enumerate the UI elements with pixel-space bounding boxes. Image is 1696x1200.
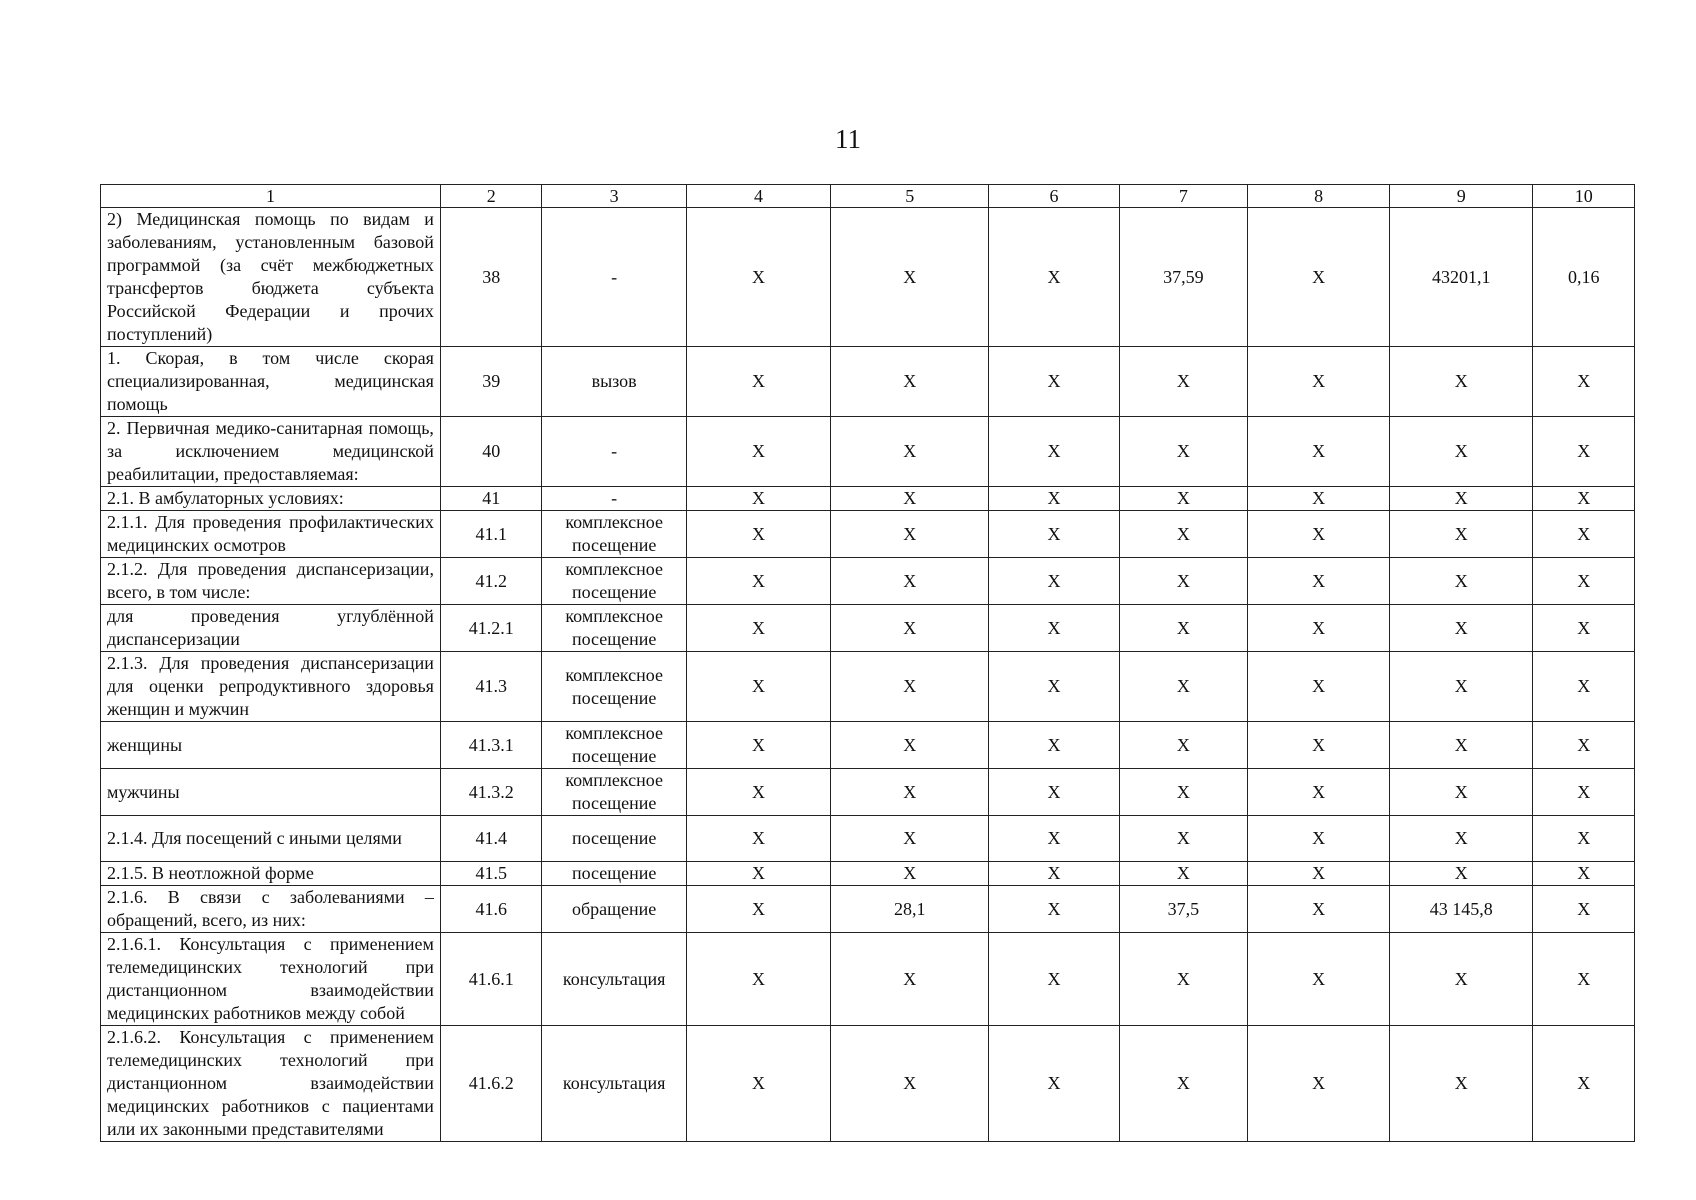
cell-value: Х [1119, 862, 1247, 886]
cell-value: Х [989, 417, 1119, 487]
cell-value: Х [831, 652, 989, 722]
table-row [101, 417, 1635, 487]
column-header: 3 [542, 185, 686, 208]
row-label: 1. Скорая, в том числе скорая специализированная, медицинская помощь [101, 347, 441, 417]
row-unit: комплексное посещение [542, 558, 686, 605]
cell-value: Х [989, 208, 1119, 347]
cell-value: Х [989, 652, 1119, 722]
cell-value: Х [1119, 558, 1247, 605]
table-row [101, 511, 1635, 558]
row-label: 2.1.2. Для проведения диспансеризации, всего, в том числе: [101, 558, 441, 605]
row-unit: посещение [542, 862, 686, 886]
row-code: 41.3 [440, 652, 542, 722]
cell-value: Х [831, 722, 989, 769]
cell-value: 28,1 [831, 886, 989, 933]
row-unit: комплексное посещение [542, 605, 686, 652]
cell-value: Х [1247, 862, 1389, 886]
cell-value: Х [1119, 417, 1247, 487]
cell-value: Х [686, 487, 830, 511]
cell-value: Х [989, 511, 1119, 558]
cell-value: Х [1390, 511, 1533, 558]
row-unit: комплексное посещение [542, 652, 686, 722]
row-label: 2.1.6. В связи с заболеваниями – обращений, всего, из них: [101, 886, 441, 933]
row-label: 2.1.6.2. Консультация с применением телемедицинских технологий при дистанционном взаимодействии медицинских работников с пациентами или их законными представителями [101, 1026, 441, 1142]
column-header: 5 [831, 185, 989, 208]
row-code: 41.3.2 [440, 769, 542, 816]
cell-value: Х [1390, 347, 1533, 417]
cell-value: Х [831, 933, 989, 1026]
column-header: 1 [101, 185, 441, 208]
cell-value: Х [686, 722, 830, 769]
data-table [100, 184, 1635, 1142]
cell-value: Х [989, 862, 1119, 886]
cell-value: Х [989, 722, 1119, 769]
cell-value: 37,5 [1119, 886, 1247, 933]
row-label: 2.1. В амбулаторных условиях: [101, 487, 441, 511]
cell-value: Х [1247, 605, 1389, 652]
cell-value: Х [1247, 208, 1389, 347]
cell-value: Х [831, 487, 989, 511]
cell-value: Х [831, 347, 989, 417]
row-label: 2.1.4. Для посещений с иными целями [101, 816, 441, 862]
cell-value: Х [1390, 487, 1533, 511]
cell-value: Х [989, 1026, 1119, 1142]
row-code: 40 [440, 417, 542, 487]
cell-value: Х [1390, 722, 1533, 769]
cell-value: Х [1390, 605, 1533, 652]
cell-value: Х [686, 886, 830, 933]
cell-value: Х [1390, 1026, 1533, 1142]
row-code: 39 [440, 347, 542, 417]
cell-value: Х [989, 816, 1119, 862]
table-row [101, 605, 1635, 652]
cell-value: Х [831, 511, 989, 558]
cell-value: Х [1119, 487, 1247, 511]
cell-value: Х [1533, 652, 1635, 722]
cell-value: Х [1119, 722, 1247, 769]
cell-value: Х [1247, 347, 1389, 417]
cell-value: Х [1119, 347, 1247, 417]
cell-value: Х [1533, 347, 1635, 417]
cell-value: Х [1247, 417, 1389, 487]
cell-value: Х [1533, 769, 1635, 816]
cell-value: Х [831, 605, 989, 652]
column-header: 8 [1247, 185, 1389, 208]
row-unit: консультация [542, 1026, 686, 1142]
cell-value: Х [1390, 862, 1533, 886]
column-header: 9 [1390, 185, 1533, 208]
row-label: 2.1.3. Для проведения диспансеризации для оценки репродуктивного здоровья женщин и мужчин [101, 652, 441, 722]
cell-value: Х [686, 1026, 830, 1142]
cell-value: Х [1247, 652, 1389, 722]
row-label: 2.1.6.1. Консультация с применением телемедицинских технологий при дистанционном взаимодействии медицинских работников между собой [101, 933, 441, 1026]
cell-value: Х [1390, 769, 1533, 816]
cell-value: Х [1390, 933, 1533, 1026]
cell-value: Х [1119, 933, 1247, 1026]
cell-value: 43 145,8 [1390, 886, 1533, 933]
row-label: 2.1.1. Для проведения профилактических медицинских осмотров [101, 511, 441, 558]
cell-value: Х [831, 862, 989, 886]
cell-value: Х [1247, 769, 1389, 816]
cell-value: Х [1533, 487, 1635, 511]
row-code: 41.4 [440, 816, 542, 862]
cell-value: Х [686, 816, 830, 862]
row-code: 41.3.1 [440, 722, 542, 769]
cell-value: Х [1247, 1026, 1389, 1142]
cell-value: Х [686, 417, 830, 487]
table-row [101, 208, 1635, 347]
row-code: 41.1 [440, 511, 542, 558]
row-label: 2) Медицинская помощь по видам и заболеваниям, установленным базовой программой (за счёт межбюджетных трансфертов бюджета субъекта Российской Федерации и прочих поступлений) [101, 208, 441, 347]
table-row [101, 816, 1635, 862]
row-code: 41.2.1 [440, 605, 542, 652]
row-code: 41.5 [440, 862, 542, 886]
cell-value: Х [1533, 816, 1635, 862]
table-row [101, 347, 1635, 417]
cell-value: Х [686, 933, 830, 1026]
cell-value: Х [1247, 886, 1389, 933]
cell-value: Х [1390, 652, 1533, 722]
table-row [101, 1026, 1635, 1142]
table-row [101, 862, 1635, 886]
cell-value: Х [1247, 816, 1389, 862]
row-code: 41 [440, 487, 542, 511]
cell-value: Х [1390, 816, 1533, 862]
cell-value: Х [831, 769, 989, 816]
cell-value: Х [686, 769, 830, 816]
row-code: 41.6 [440, 886, 542, 933]
cell-value: Х [1247, 511, 1389, 558]
column-header: 7 [1119, 185, 1247, 208]
cell-value: Х [1119, 1026, 1247, 1142]
row-unit: консультация [542, 933, 686, 1026]
cell-value: Х [1247, 722, 1389, 769]
column-header: 10 [1533, 185, 1635, 208]
cell-value: Х [1533, 1026, 1635, 1142]
cell-value: Х [989, 886, 1119, 933]
cell-value: Х [831, 208, 989, 347]
cell-value: Х [1247, 933, 1389, 1026]
row-code: 41.2 [440, 558, 542, 605]
cell-value: Х [989, 605, 1119, 652]
cell-value: Х [831, 816, 989, 862]
row-code: 38 [440, 208, 542, 347]
row-unit: комплексное посещение [542, 511, 686, 558]
cell-value: 43201,1 [1390, 208, 1533, 347]
cell-value: Х [686, 511, 830, 558]
row-unit: комплексное посещение [542, 769, 686, 816]
cell-value: Х [1119, 652, 1247, 722]
table-row [101, 558, 1635, 605]
cell-value: Х [989, 769, 1119, 816]
cell-value: Х [831, 558, 989, 605]
column-header: 2 [440, 185, 542, 208]
table-row [101, 487, 1635, 511]
cell-value: Х [1119, 605, 1247, 652]
cell-value: Х [1533, 605, 1635, 652]
cell-value: Х [1247, 487, 1389, 511]
row-label: женщины [101, 722, 441, 769]
row-label: для проведения углублённой диспансеризации [101, 605, 441, 652]
cell-value: Х [1390, 417, 1533, 487]
cell-value: Х [686, 862, 830, 886]
table-row [101, 933, 1635, 1026]
table-row [101, 769, 1635, 816]
cell-value: Х [1533, 862, 1635, 886]
row-code: 41.6.1 [440, 933, 542, 1026]
cell-value: Х [1390, 558, 1533, 605]
cell-value: Х [1119, 816, 1247, 862]
cell-value: 0,16 [1533, 208, 1635, 347]
table-row [101, 886, 1635, 933]
table-row [101, 652, 1635, 722]
cell-value: Х [1247, 558, 1389, 605]
cell-value: Х [1119, 769, 1247, 816]
row-code: 41.6.2 [440, 1026, 542, 1142]
row-unit: - [542, 487, 686, 511]
cell-value: Х [686, 347, 830, 417]
column-header: 4 [686, 185, 830, 208]
cell-value: Х [686, 605, 830, 652]
row-label: 2. Первичная медико-санитарная помощь, за исключением медицинской реабилитации, предоставляемая: [101, 417, 441, 487]
row-unit: - [542, 417, 686, 487]
cell-value: Х [686, 652, 830, 722]
cell-value: Х [1533, 886, 1635, 933]
cell-value: Х [831, 1026, 989, 1142]
cell-value: Х [989, 347, 1119, 417]
cell-value: Х [1533, 933, 1635, 1026]
cell-value: Х [989, 558, 1119, 605]
row-unit: - [542, 208, 686, 347]
cell-value: Х [989, 487, 1119, 511]
cell-value: Х [1533, 417, 1635, 487]
row-unit: комплексное посещение [542, 722, 686, 769]
cell-value: Х [1533, 722, 1635, 769]
cell-value: Х [1533, 558, 1635, 605]
cell-value: Х [686, 208, 830, 347]
cell-value: Х [1119, 511, 1247, 558]
cell-value: Х [1533, 511, 1635, 558]
column-header: 6 [989, 185, 1119, 208]
row-unit: вызов [542, 347, 686, 417]
page-number: 11 [835, 124, 861, 154]
row-label: мужчины [101, 769, 441, 816]
cell-value: Х [686, 558, 830, 605]
cell-value: Х [989, 933, 1119, 1026]
cell-value: 37,59 [1119, 208, 1247, 347]
row-label: 2.1.5. В неотложной форме [101, 862, 441, 886]
table-row [101, 722, 1635, 769]
row-unit: посещение [542, 816, 686, 862]
row-unit: обращение [542, 886, 686, 933]
header-row [101, 185, 1635, 208]
cell-value: Х [831, 417, 989, 487]
